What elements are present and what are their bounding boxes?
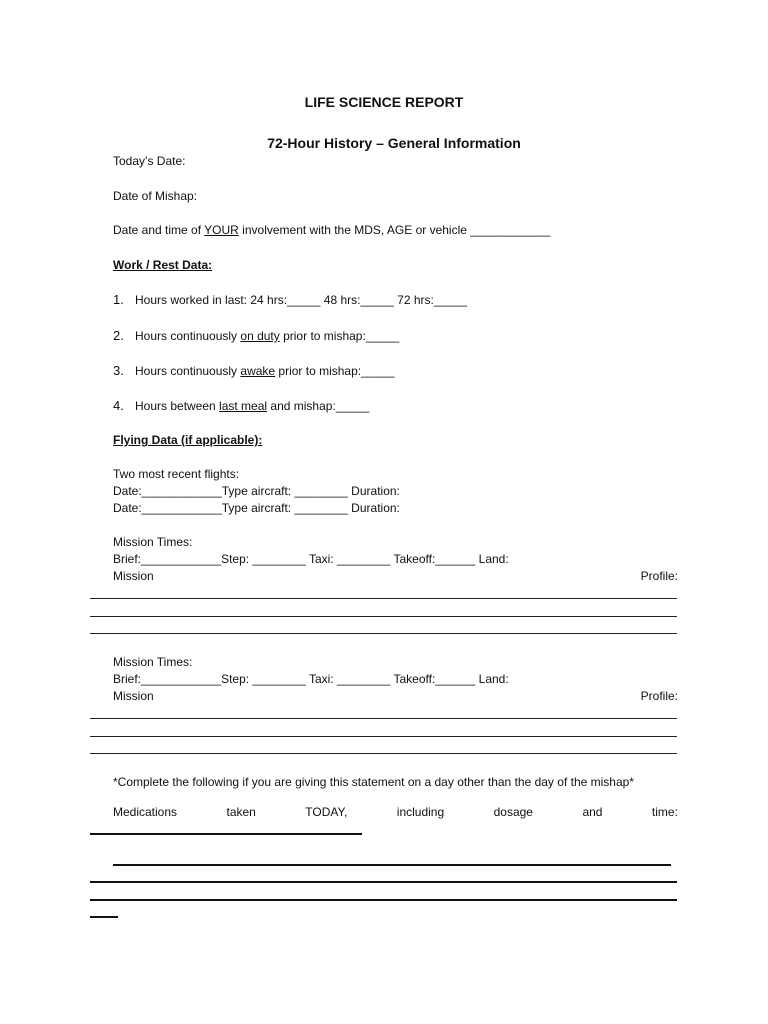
medications-word: including xyxy=(396,805,445,819)
involvement-line xyxy=(113,224,550,236)
mission-label-2: Mission xyxy=(113,689,154,703)
work-item-underlined: on duty xyxy=(240,329,280,343)
mission-times-line-2: Brief:____________Step: ________ Taxi: ________ Takeoff:______ Land: xyxy=(113,672,509,686)
medications-word: taken xyxy=(226,805,256,819)
work-item-4 xyxy=(113,399,369,412)
profile-label-2: Profile: xyxy=(640,689,678,703)
work-item-3 xyxy=(113,364,394,377)
profile-fill-line xyxy=(90,633,677,634)
work-item-underlined: last meal xyxy=(219,399,268,413)
profile-fill-line xyxy=(90,598,677,599)
mission-label-1: Mission xyxy=(113,569,154,583)
medications-word: Medications xyxy=(113,805,178,819)
medications-word: dosage xyxy=(493,805,533,819)
date-of-mishap-label: Date of Mishap: xyxy=(113,189,198,203)
profile-fill-line xyxy=(90,616,677,617)
work-item-text: Hours between xyxy=(135,399,220,413)
mission-times-label-1: Mission Times: xyxy=(113,535,193,549)
work-item-number: 2. xyxy=(113,328,124,343)
work-item-2 xyxy=(113,329,399,342)
involvement-suffix: involvement with the MDS, AGE or vehicle ____________ xyxy=(238,223,551,237)
work-item-text-end: prior to mishap:_____ xyxy=(279,329,400,343)
medications-fill-line xyxy=(113,864,671,866)
work-item-underlined: awake xyxy=(240,364,276,378)
involvement-emphasis: YOUR xyxy=(204,223,239,237)
work-item-text: Hours continuously xyxy=(135,364,241,378)
medications-line xyxy=(113,806,678,818)
todays-date-label: Today’s Date: xyxy=(113,154,186,168)
recent-flights-label: Two most recent flights: xyxy=(113,467,240,481)
work-item-number: 4. xyxy=(113,398,124,413)
profile-fill-line xyxy=(90,718,677,719)
profile-fill-line xyxy=(90,736,677,737)
work-item-text-end: and mishap:_____ xyxy=(267,399,370,413)
medications-fill-line xyxy=(90,916,118,918)
medications-word: and xyxy=(582,805,603,819)
medications-fill-line xyxy=(90,899,677,901)
profile-fill-line xyxy=(90,753,677,754)
flight-line-1: Date:____________Type aircraft: ________ Duration: xyxy=(113,484,400,498)
mission-times-label-2: Mission Times: xyxy=(113,655,193,669)
medications-fill-line xyxy=(90,881,677,883)
flight-line-2: Date:____________Type aircraft: ________ Duration: xyxy=(113,501,400,515)
medications-fill-line xyxy=(90,833,362,835)
work-rest-heading: Work / Rest Data: xyxy=(113,258,213,272)
work-item-text: Hours worked in last: 24 hrs:_____ 48 hrs:_____ 72 hrs:_____ xyxy=(135,293,468,307)
work-item-number: 1. xyxy=(113,292,124,307)
medications-word: time: xyxy=(651,805,678,819)
work-item-1 xyxy=(113,293,467,306)
medications-word: TODAY, xyxy=(305,805,348,819)
involvement-prefix: Date and time of xyxy=(113,223,205,237)
profile-label-1: Profile: xyxy=(640,569,678,583)
work-item-text: Hours continuously xyxy=(135,329,241,343)
work-item-number: 3. xyxy=(113,363,124,378)
mission-times-line-1: Brief:____________Step: ________ Taxi: ________ Takeoff:______ Land: xyxy=(113,552,509,566)
page-subtitle: 72-Hour History – General Information xyxy=(267,135,521,151)
instruction-note: *Complete the following if you are giving this statement on a day other than the day of the mishap* xyxy=(113,775,634,789)
page-title: LIFE SCIENCE REPORT xyxy=(304,94,464,110)
flying-data-heading: Flying Data (if applicable): xyxy=(113,433,263,447)
work-item-text-end: prior to mishap:_____ xyxy=(275,364,395,378)
